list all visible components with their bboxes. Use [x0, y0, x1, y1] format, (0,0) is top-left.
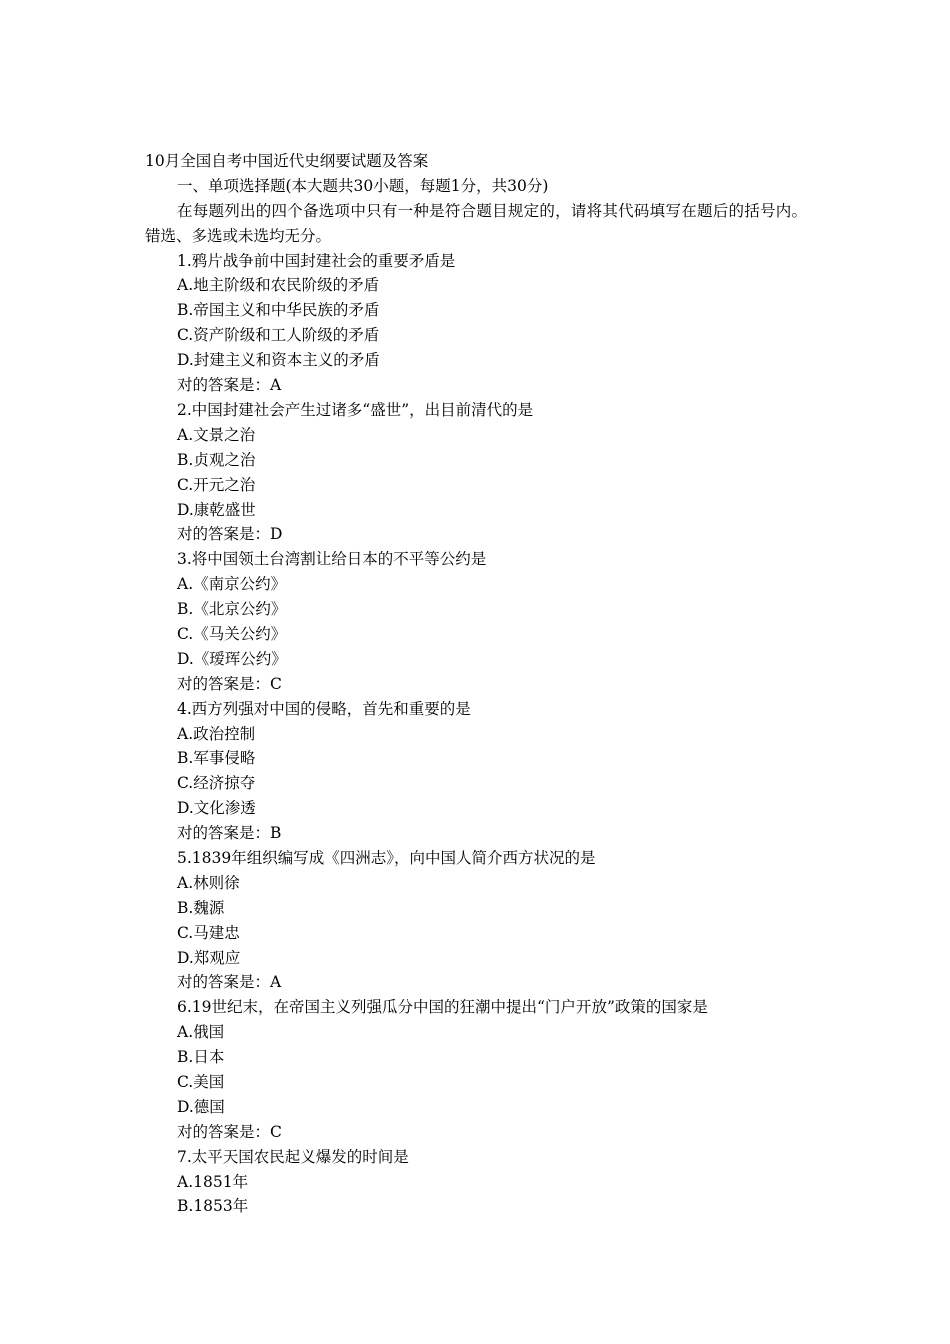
option-c: C.美国: [177, 1072, 225, 1091]
option-b: B.贞观之治: [177, 450, 256, 469]
option-a: A.政治控制: [177, 724, 256, 743]
option-a: A.1851年: [177, 1172, 249, 1191]
answer-line: 对的答案是：C: [177, 674, 282, 693]
option-b: B.日本: [177, 1048, 225, 1067]
document-body: [145, 149, 807, 1219]
option-b: B.1853年: [177, 1197, 249, 1216]
answer-line: 对的答案是：A: [177, 973, 282, 992]
option-a: A.地主阶级和农民阶级的矛盾: [177, 276, 380, 295]
answer-line: 对的答案是：D: [177, 525, 283, 544]
document-title: 10月全国自考中国近代史纲要试题及答案: [145, 152, 429, 170]
option-d: D.郑观应: [177, 948, 241, 967]
question-7: [145, 1145, 807, 1220]
option-b: B.帝国主义和中华民族的矛盾: [177, 301, 380, 320]
question-5: [145, 846, 807, 995]
option-d: D.康乾盛世: [177, 500, 256, 519]
question-2: [145, 398, 807, 547]
option-c: C.《马关公约》: [177, 624, 287, 643]
option-a: A.林则徐: [177, 873, 240, 892]
question-3: [145, 547, 807, 696]
question-stem: 3.将中国领土台湾割让给日本的不平等公约是: [177, 550, 487, 569]
option-b: B.军事侵略: [177, 749, 256, 768]
question-stem: 2.中国封建社会产生过诸多“盛世”，出目前清代的是: [177, 400, 534, 419]
option-d: D.《瑷珲公约》: [177, 649, 287, 668]
answer-line: 对的答案是：C: [177, 1122, 282, 1141]
option-c: C.开元之治: [177, 475, 256, 494]
option-a: A.文景之治: [177, 425, 256, 444]
option-b: B.《北京公约》: [177, 600, 287, 619]
option-a: A.俄国: [177, 1023, 225, 1042]
question-stem: 4.西方列强对中国的侵略，首先和重要的是: [177, 699, 471, 718]
question-stem: 7.太平天国农民起义爆发的时间是: [177, 1147, 409, 1166]
option-c: C.马建忠: [177, 923, 240, 942]
answer-line: 对的答案是：B: [177, 824, 282, 843]
instructions-paragraph: 在每题列出的四个备选项中只有一种是符合题目规定的，请将其代码填写在题后的括号内。错选、多选或未选均无分。: [145, 201, 807, 245]
question-6: [145, 995, 807, 1144]
option-d: D.封建主义和资本主义的矛盾: [177, 351, 380, 370]
question-stem: 6.19世纪末，在帝国主义列强瓜分中国的狂潮中提出“门户开放”政策的国家是: [177, 998, 708, 1017]
option-b: B.魏源: [177, 898, 225, 917]
option-d: D.文化渗透: [177, 799, 256, 818]
section-heading: 一、单项选择题(本大题共30小题，每题1分，共30分): [177, 176, 549, 195]
option-a: A.《南京公约》: [177, 575, 287, 594]
question-stem: 5.1839年组织编写成《四洲志》，向中国人简介西方状况的是: [177, 848, 596, 867]
option-d: D.德国: [177, 1097, 225, 1116]
question-1: [145, 249, 807, 398]
question-4: [145, 697, 807, 846]
option-c: C.经济掠夺: [177, 774, 256, 793]
question-stem: 1.鸦片战争前中国封建社会的重要矛盾是: [177, 251, 456, 270]
answer-line: 对的答案是：A: [177, 376, 282, 395]
option-c: C.资产阶级和工人阶级的矛盾: [177, 326, 380, 345]
